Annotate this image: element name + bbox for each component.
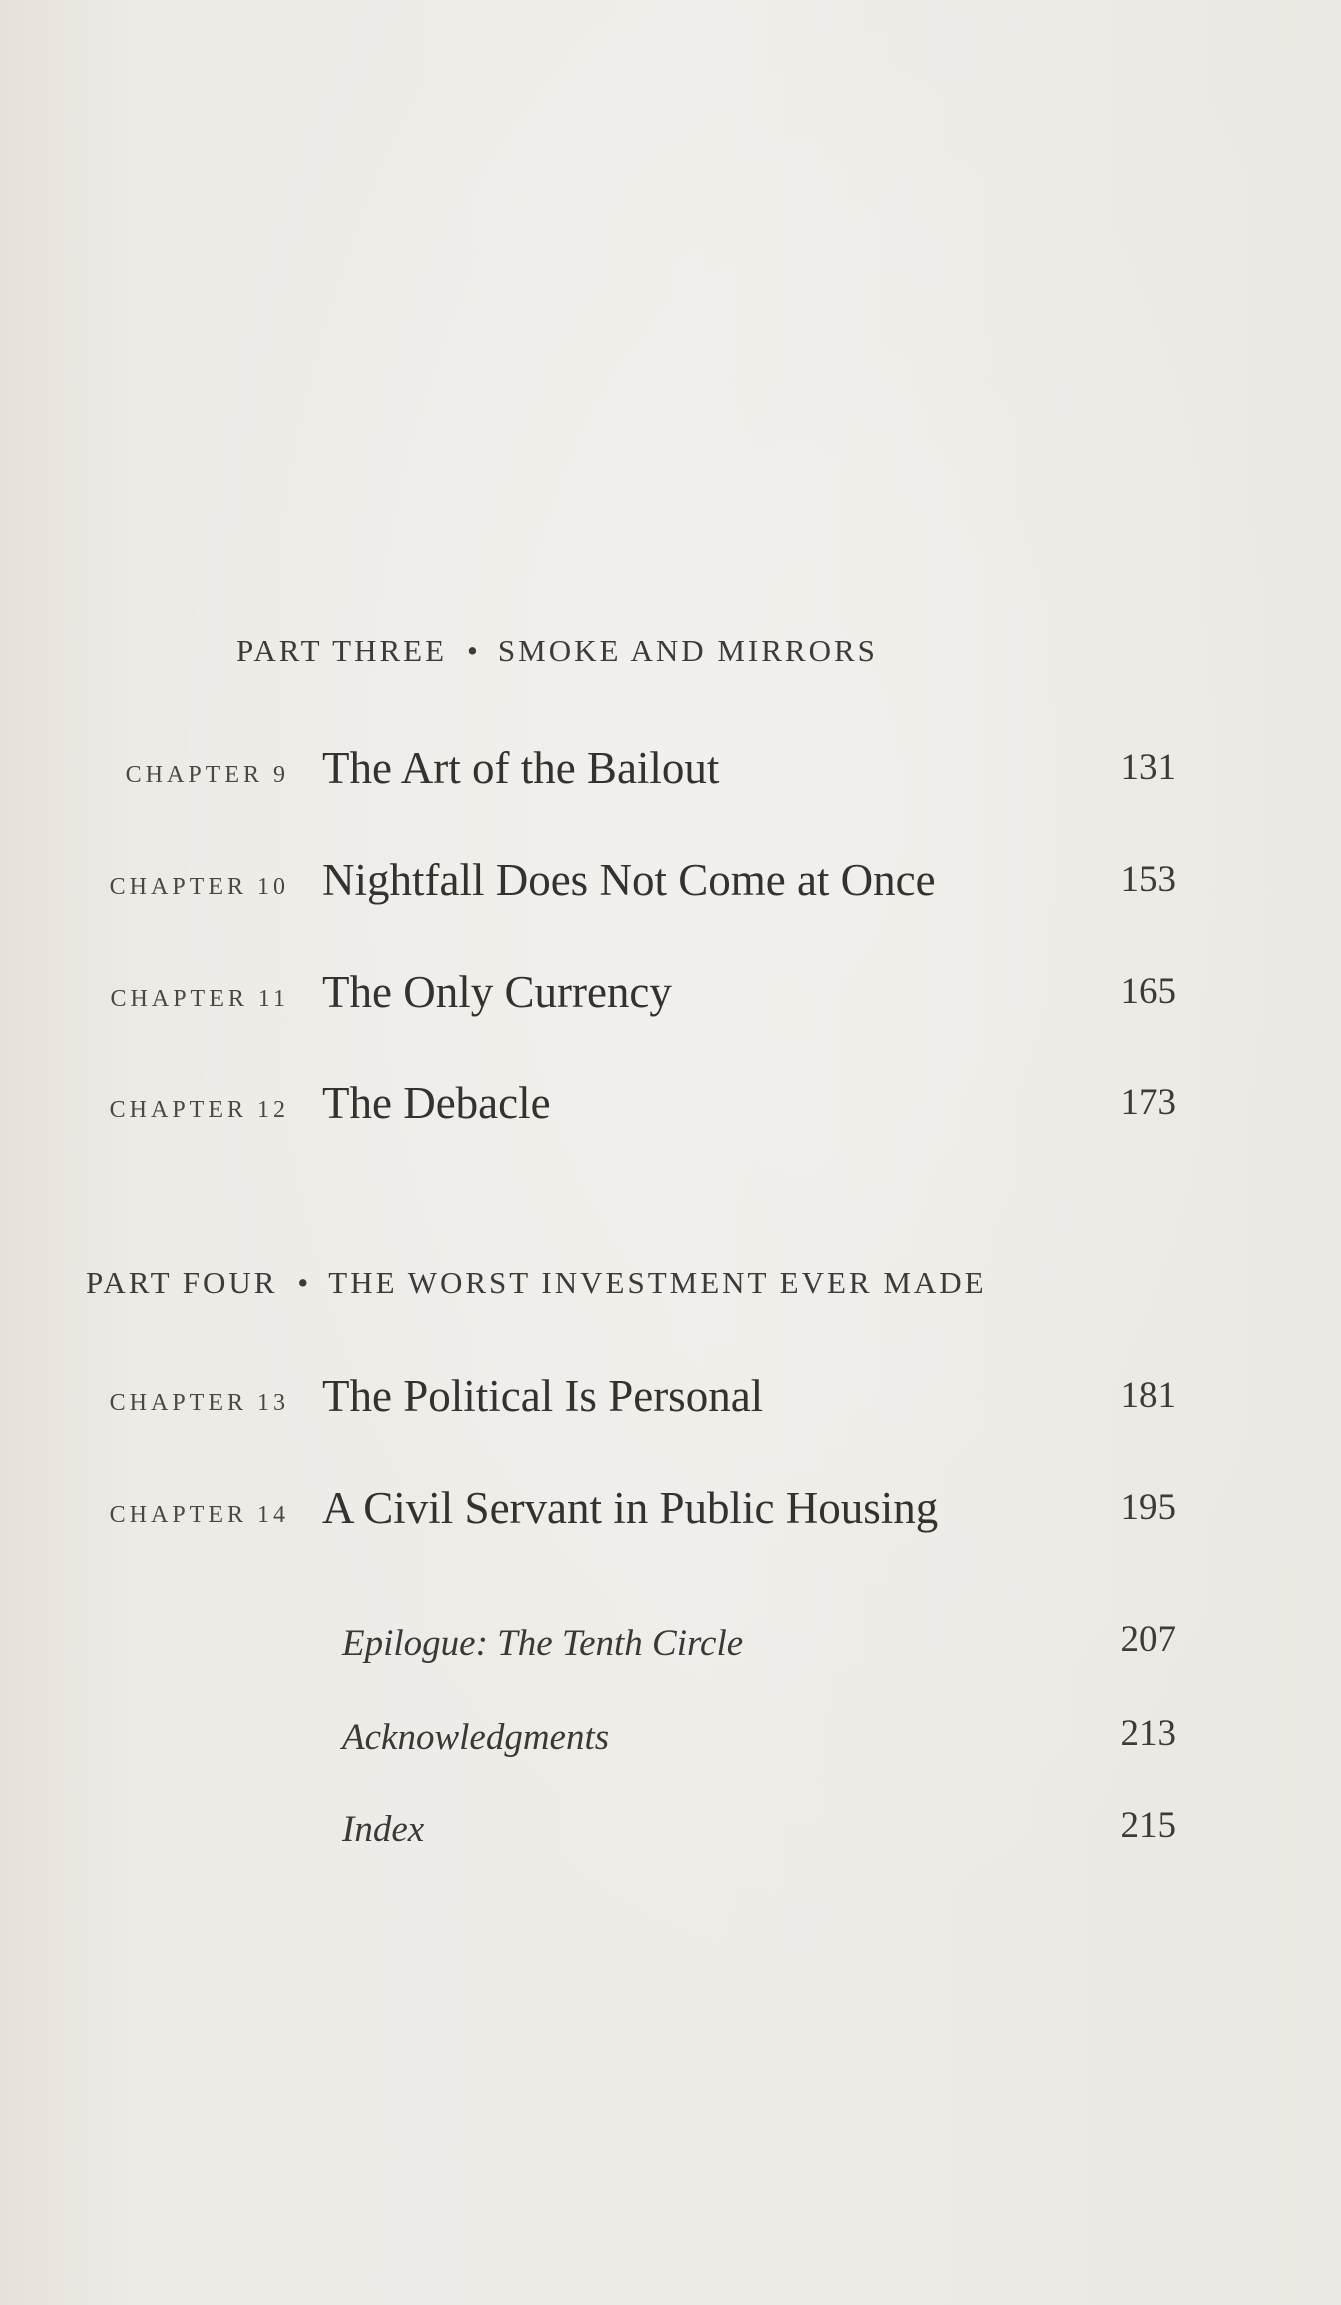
chapter-title: A Civil Servant in Public Housing (322, 1483, 939, 1533)
page-number: 215 (1120, 1805, 1176, 1846)
toc-entry-chapter-9[interactable] (0, 742, 1341, 812)
part-label: PART FOUR (86, 1265, 278, 1300)
page-number: 173 (1120, 1082, 1176, 1123)
toc-entry-index[interactable] (0, 1805, 1341, 1868)
toc-entry-acknowledgments[interactable] (0, 1713, 1341, 1776)
toc-entry-chapter-10[interactable] (0, 854, 1341, 924)
part-label: PART THREE (236, 633, 448, 668)
page-number: 153 (1120, 859, 1176, 900)
toc-entry-chapter-14[interactable] (0, 1482, 1341, 1552)
bullet-separator: • (297, 1265, 309, 1300)
page-number: 181 (1120, 1375, 1176, 1416)
chapter-title: The Only Currency (322, 967, 672, 1017)
part-heading-three (236, 633, 878, 669)
chapter-number: CHAPTER 11 (110, 986, 289, 1012)
back-matter-title: Epilogue: The Tenth Circle (342, 1623, 744, 1664)
part-heading-four (86, 1265, 987, 1301)
part-title: SMOKE AND MIRRORS (497, 633, 878, 668)
chapter-number: CHAPTER 10 (109, 874, 289, 900)
toc-entry-epilogue[interactable] (0, 1619, 1341, 1682)
part-title: THE WORST INVESTMENT EVER MADE (328, 1265, 987, 1300)
chapter-number: CHAPTER 12 (109, 1097, 289, 1123)
page-number: 165 (1120, 971, 1176, 1012)
chapter-number: CHAPTER 9 (125, 762, 289, 788)
bullet-separator: • (467, 633, 478, 668)
page-number: 195 (1120, 1487, 1176, 1528)
page-number: 213 (1120, 1713, 1176, 1754)
chapter-title: The Art of the Bailout (322, 743, 720, 793)
page-number: 207 (1120, 1619, 1176, 1660)
toc-entry-chapter-11[interactable] (0, 966, 1341, 1036)
page-number: 131 (1120, 747, 1176, 788)
toc-entry-chapter-13[interactable] (0, 1370, 1341, 1440)
chapter-title: The Political Is Personal (322, 1371, 764, 1421)
back-matter-title: Acknowledgments (342, 1717, 610, 1758)
chapter-title: Nightfall Does Not Come at Once (322, 855, 936, 905)
chapter-number: CHAPTER 14 (109, 1502, 289, 1528)
chapter-number: CHAPTER 13 (109, 1390, 289, 1416)
toc-entry-chapter-12[interactable] (0, 1077, 1341, 1147)
chapter-title: The Debacle (322, 1078, 551, 1128)
back-matter-title: Index (342, 1809, 425, 1850)
